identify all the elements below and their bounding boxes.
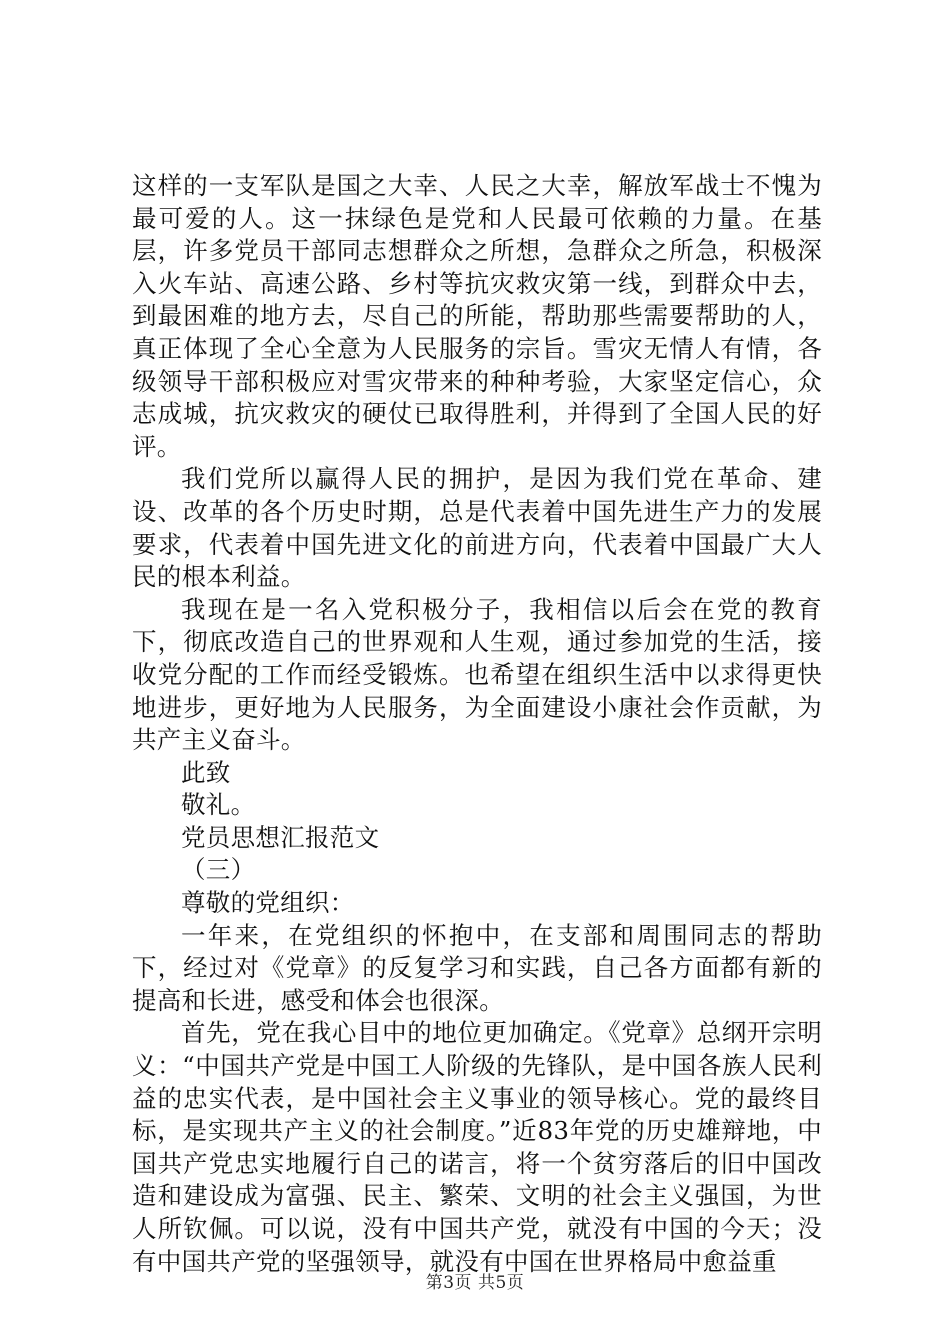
greeting: 尊敬的党组织：	[181, 888, 355, 918]
section-title: 党员思想汇报范文	[181, 822, 380, 852]
document-body	[132, 170, 822, 1278]
paragraph-first-point: 首先，党在我心目中的地位更加确定。《党章》总纲开宗明义：“中国共产党是中国工人阶级的先锋队，是中国各族人民利益的忠实代表，是中国社会主义事业的领导核心。党的最终目标，是实现共产主义的社会制度。”近83年党的历史雄辩地，中国共产党忠实地履行自己的诺言，将一个贫穷落后的旧中国改造和建设成为富强、民主、繁荣、文明的社会主义强国，为世人所钦佩。可以说，没有中国共产党，就没有中国的今天；没有中国共产党的坚强领导，就没有中国在世界格局中愈益重	[132, 1018, 822, 1276]
paragraph-continuation: 这样的一支军队是国之大幸、人民之大幸，解放军战士不愧为最可爱的人。这一抹绿色是党和人民最可依赖的力量。在基层，许多党员干部同志想群众之所想，急群众之所急，积极深入火车站、高速公路、乡村等抗灾救灾第一线，到群众中去，到最困难的地方去，尽自己的所能，帮助那些需要帮助的人，真正体现了全心全意为人民服务的宗旨。雪灾无情人有情，各级领导干部积极应对雪灾带来的种种考验，大家坚定信心，众志成城，抗灾救灾的硬仗已取得胜利，并得到了全国人民的好评。	[132, 171, 822, 461]
paragraph-year-review: 一年来，在党组织的怀抱中，在支部和周围同志的帮助下，经过对《党章》的反复学习和实践，自己各方面都有新的提高和长进，感受和体会也很深。	[132, 920, 822, 1015]
closing-regards: 敬礼。	[181, 790, 256, 820]
paragraph-party-support: 我们党所以赢得人民的拥护，是因为我们党在革命、建设、改革的各个历史时期，总是代表着中国先进生产力的发展要求，代表着中国先进文化的前进方向，代表着中国最广大人民的根本利益。	[132, 464, 822, 592]
closing-salutation: 此致	[181, 757, 231, 787]
paragraph-activist-pledge: 我现在是一名入党积极分子，我相信以后会在党的教育下，彻底改造自己的世界观和人生观，通过参加党的生活，接收党分配的工作而经受锻炼。也希望在组织生活中以求得更快地进步，更好地为人民服务，为全面建设小康社会作贡献，为共产主义奋斗。	[132, 594, 822, 755]
page-footer: 第3页 共5页	[425, 1273, 525, 1293]
section-number: （三）	[181, 855, 256, 885]
